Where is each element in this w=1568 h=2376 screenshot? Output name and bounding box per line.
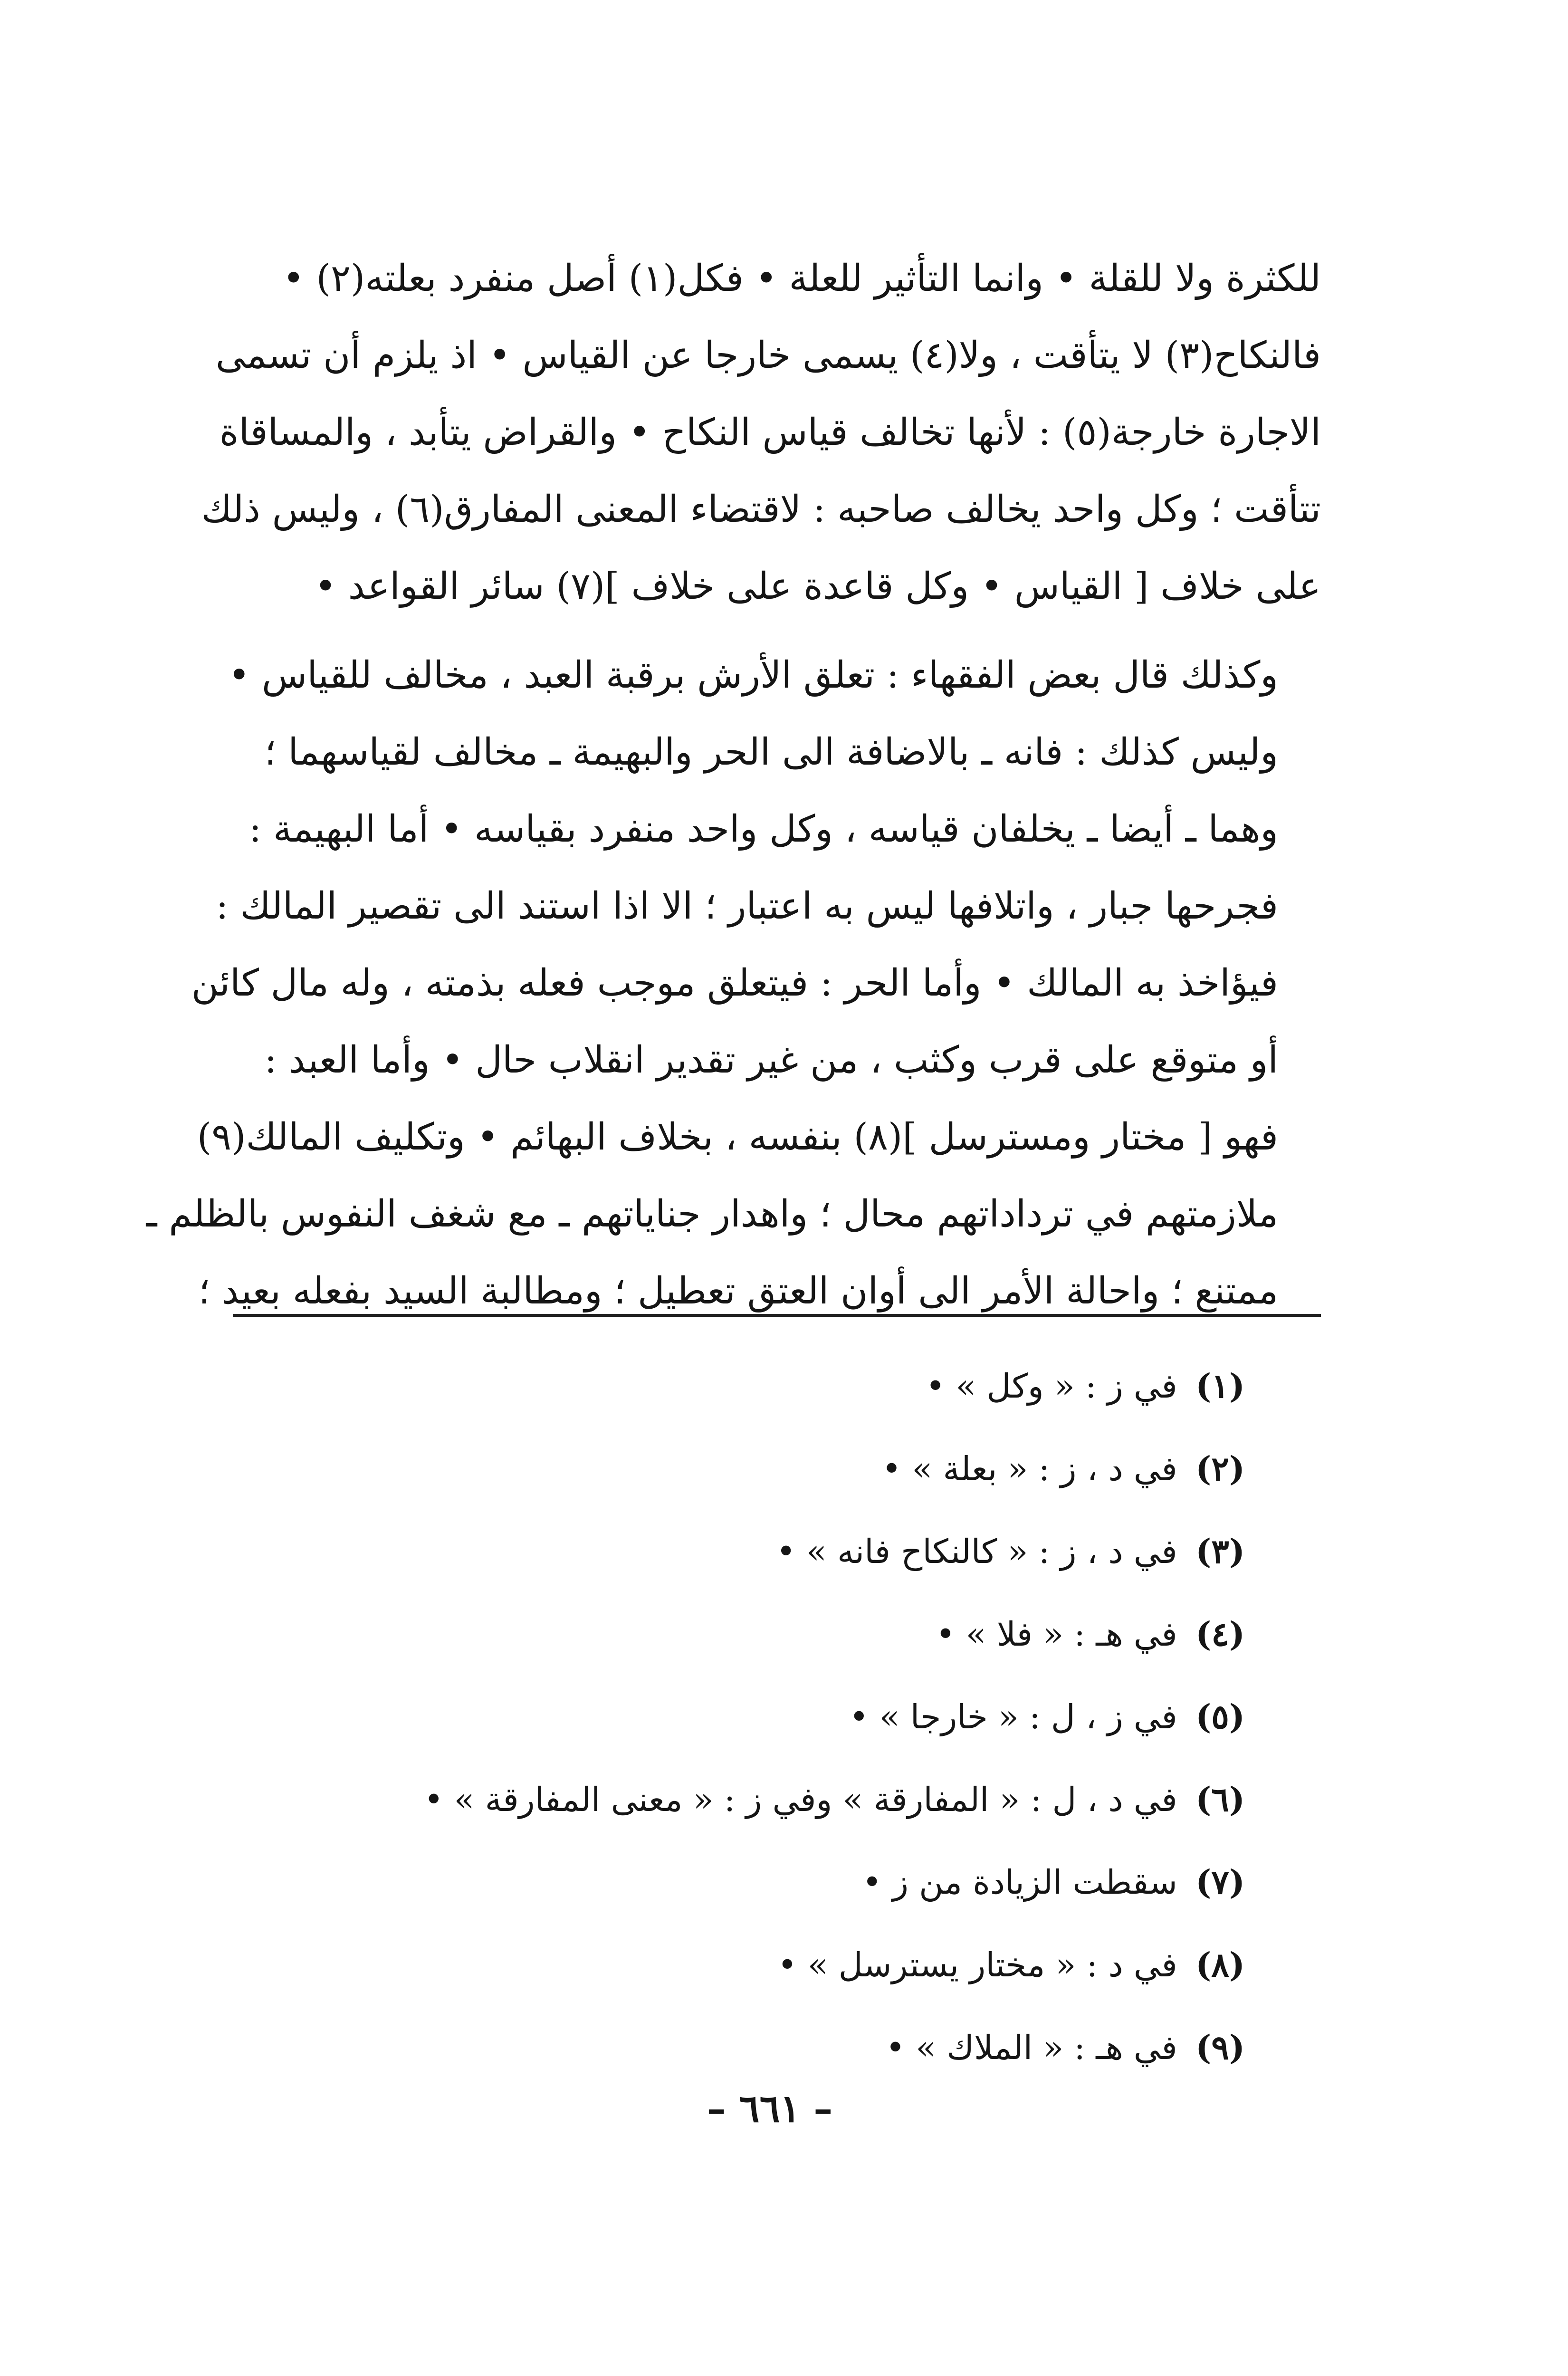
footnote-number: (٤)	[1195, 1614, 1245, 1654]
footnotes-list	[295, 1345, 1245, 2089]
footnote-item	[295, 1924, 1245, 2006]
footnote-number: (٨)	[1195, 1945, 1245, 1984]
text-line: فيؤاخذ به المالك • وأما الحر : فيتعلق موجب فعله بذمته ، وله مال كائن	[191, 962, 1278, 1005]
footnote-item	[295, 1676, 1245, 1758]
text-line: أو متوقع على قرب وكثب ، من غير تقدير انقلاب حال • وأما العبد :	[264, 1039, 1278, 1082]
footnote-number: (٥)	[1195, 1697, 1245, 1736]
footnote-text: في د ، ز : « كالنكاح فانه » •	[776, 1532, 1177, 1571]
text-line: وليس كذلك : فانه ـ بالاضافة الى الحر والبهيمة ـ مخالف لقياسهما ؛	[264, 731, 1278, 774]
footnote-item	[295, 1841, 1245, 1924]
paragraph-2	[146, 637, 1321, 1330]
text-line: فهو [ مختار ومسترسل ](٨) بنفسه ، بخلاف البهائم • وتكليف المالك(٩)	[197, 1116, 1278, 1159]
text-line: على خلاف [ القياس • وكل قاعدة على خلاف ](٧) سائر القواعد •	[314, 565, 1321, 608]
text-line: ملازمتهم في ترداداتهم محال ؛ واهدار جناياتهم ـ مع شغف النفوس بالظلم ـ	[146, 1193, 1278, 1236]
footnote-number: (٣)	[1195, 1532, 1245, 1571]
footnote-divider	[233, 1314, 1321, 1317]
footnote-text: في د : « مختار يسترسل » •	[777, 1945, 1177, 1984]
text-line: الاجارة خارجة(٥) : لأنها تخالف قياس النكاح • والقراض يتأبد ، والمساقاة	[219, 411, 1321, 454]
footnote-item	[295, 2006, 1245, 2089]
footnote-text: في د ، ل : « المفارقة » وفي ز : « معنى المفارقة » •	[424, 1780, 1177, 1819]
footnote-number: (٧)	[1195, 1862, 1245, 1902]
footnote-number: (١)	[1195, 1366, 1245, 1406]
text-line: فالنكاح(٣) لا يتأقت ، ولا(٤) يسمى خارجا عن القياس • اذ يلزم أن تسمى	[215, 334, 1321, 377]
footnote-text: في ز : « وكل » •	[925, 1367, 1177, 1406]
footnote-text: في هـ : « الملاك » •	[885, 2028, 1177, 2067]
text-line: للكثرة ولا للقلة • وانما التأثير للعلة • فكل(١) أصل منفرد بعلته(٢) •	[282, 257, 1321, 300]
text-line: وكذلك قال بعض الفقهاء : تعلق الأرش برقبة العبد ، مخالف للقياس •	[228, 654, 1278, 697]
footnote-item	[295, 1510, 1245, 1593]
paragraph-1	[201, 240, 1321, 625]
text-line: ممتنع ؛ واحالة الأمر الى أوان العتق تعطيل ؛ ومطالبة السيد بفعله بعيد ؛	[198, 1270, 1278, 1313]
footnote-text: في د ، ز : « بعلة » •	[881, 1449, 1177, 1488]
footnote-item	[295, 1758, 1245, 1841]
footnote-item	[295, 1345, 1245, 1428]
footnote-item	[295, 1428, 1245, 1510]
footnote-item	[295, 1593, 1245, 1676]
text-line: وهما ـ أيضا ـ يخلفان قياسه ، وكل واحد منفرد بقياسه • أما البهيمة :	[249, 808, 1278, 851]
footnote-text: في ز ، ل : « خارجا » •	[849, 1697, 1177, 1736]
footnote-text: في هـ : « فلا » •	[936, 1615, 1177, 1654]
footnote-number: (٦)	[1195, 1780, 1245, 1819]
text-line: تتأقت ؛ وكل واحد يخالف صاحبه : لاقتضاء المعنى المفارق(٦) ، وليس ذلك	[201, 488, 1321, 531]
footnote-number: (٩)	[1195, 2028, 1245, 2067]
text-line: فجرحها جبار ، واتلافها ليس به اعتبار ؛ الا اذا استند الى تقصير المالك :	[216, 885, 1278, 928]
footnote-text: سقطت الزيادة من ز •	[862, 1863, 1177, 1902]
footnote-number: (٢)	[1195, 1449, 1245, 1488]
page-number: – ٦٦١ –	[707, 2086, 833, 2131]
